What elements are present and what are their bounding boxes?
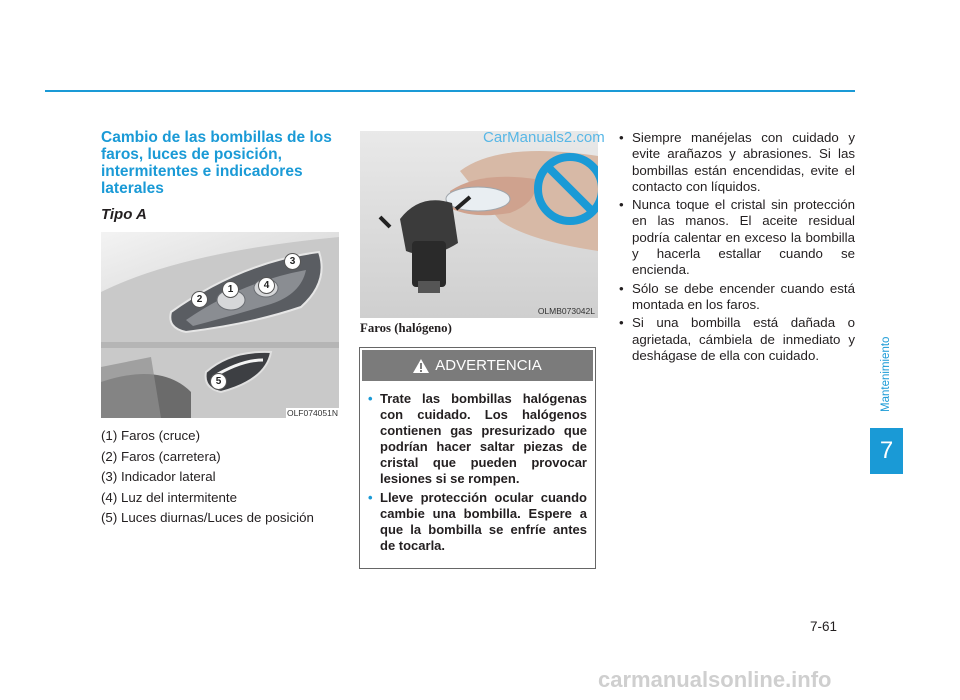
figure-captions bbox=[101, 426, 314, 529]
top-rule bbox=[45, 90, 855, 92]
caption-item: (4) Luz del intermitente bbox=[101, 489, 237, 505]
chapter-label: Mantenimiento bbox=[880, 336, 892, 412]
precaution-item: • Sólo se debe encender cuando está montada en los faros. bbox=[619, 280, 855, 312]
subheading: Tipo A bbox=[101, 206, 147, 223]
caption-item: (3) Indicador lateral bbox=[101, 469, 216, 484]
headlamp-figure bbox=[101, 232, 339, 418]
headlamp-illustration bbox=[101, 232, 339, 418]
figure-caption: Faros (halógeno) bbox=[360, 321, 452, 335]
caption-item: (1) Faros (cruce) bbox=[101, 428, 200, 443]
caption-item: (2) Faros (carretera) bbox=[101, 448, 221, 464]
precaution-item: • Siempre manéjelas con cuidado y evite arañazos y abrasiones. Si las bombillas están encendidas, evite el contacto con líquidos. bbox=[619, 130, 855, 194]
halogen-bulb-illustration bbox=[360, 131, 598, 318]
warning-box bbox=[359, 347, 596, 569]
chapter-tab: 7 bbox=[870, 428, 903, 474]
warning-title: ADVERTENCIA bbox=[435, 357, 542, 374]
section-heading: Cambio de las bombillas de los faros, luces de posición, intermitentes e indicadores laterales bbox=[101, 129, 332, 197]
warning-list bbox=[360, 383, 595, 554]
figure-code: OLMB073042L bbox=[537, 306, 595, 316]
warning-header bbox=[362, 350, 593, 381]
precaution-item: • Nunca toque el cristal sin protección en las manos. El aceite residual podría calentar en exceso la bombilla y hacerla estallar cuando se encienda. bbox=[619, 197, 855, 278]
precautions-list bbox=[619, 130, 855, 366]
callout-5: 5 bbox=[210, 373, 227, 390]
watermark-top: CarManuals2.com bbox=[483, 129, 605, 146]
callout-1: 1 bbox=[222, 281, 239, 298]
callout-4: 4 bbox=[258, 277, 275, 294]
halogen-bulb-figure bbox=[360, 131, 598, 318]
watermark-bottom: carmanualsonline.info bbox=[598, 667, 832, 692]
callout-2: 2 bbox=[191, 291, 208, 308]
callout-3: 3 bbox=[284, 253, 301, 270]
precaution-item: • Si una bombilla está dañada o agrietada, cámbiela de inmediato y deshágase de ella con cuidado. bbox=[619, 315, 855, 363]
caption-item: (5) Luces diurnas/Luces de posición bbox=[101, 510, 314, 525]
warning-item: • Lleve protección ocular cuando cambie una bombilla. Espere a que la bombilla se enfríe antes de tocarla. bbox=[368, 490, 587, 553]
warning-triangle-icon bbox=[413, 359, 429, 373]
figure-code: OLF074051N bbox=[286, 408, 338, 418]
page-number: 7-61 bbox=[810, 619, 838, 634]
warning-item: • Trate las bombillas halógenas con cuidado. Los halógenos contienen gas presurizado que podrían hacer saltar piezas de cristal que pueden provocar lesiones si se rompen. bbox=[368, 391, 587, 486]
